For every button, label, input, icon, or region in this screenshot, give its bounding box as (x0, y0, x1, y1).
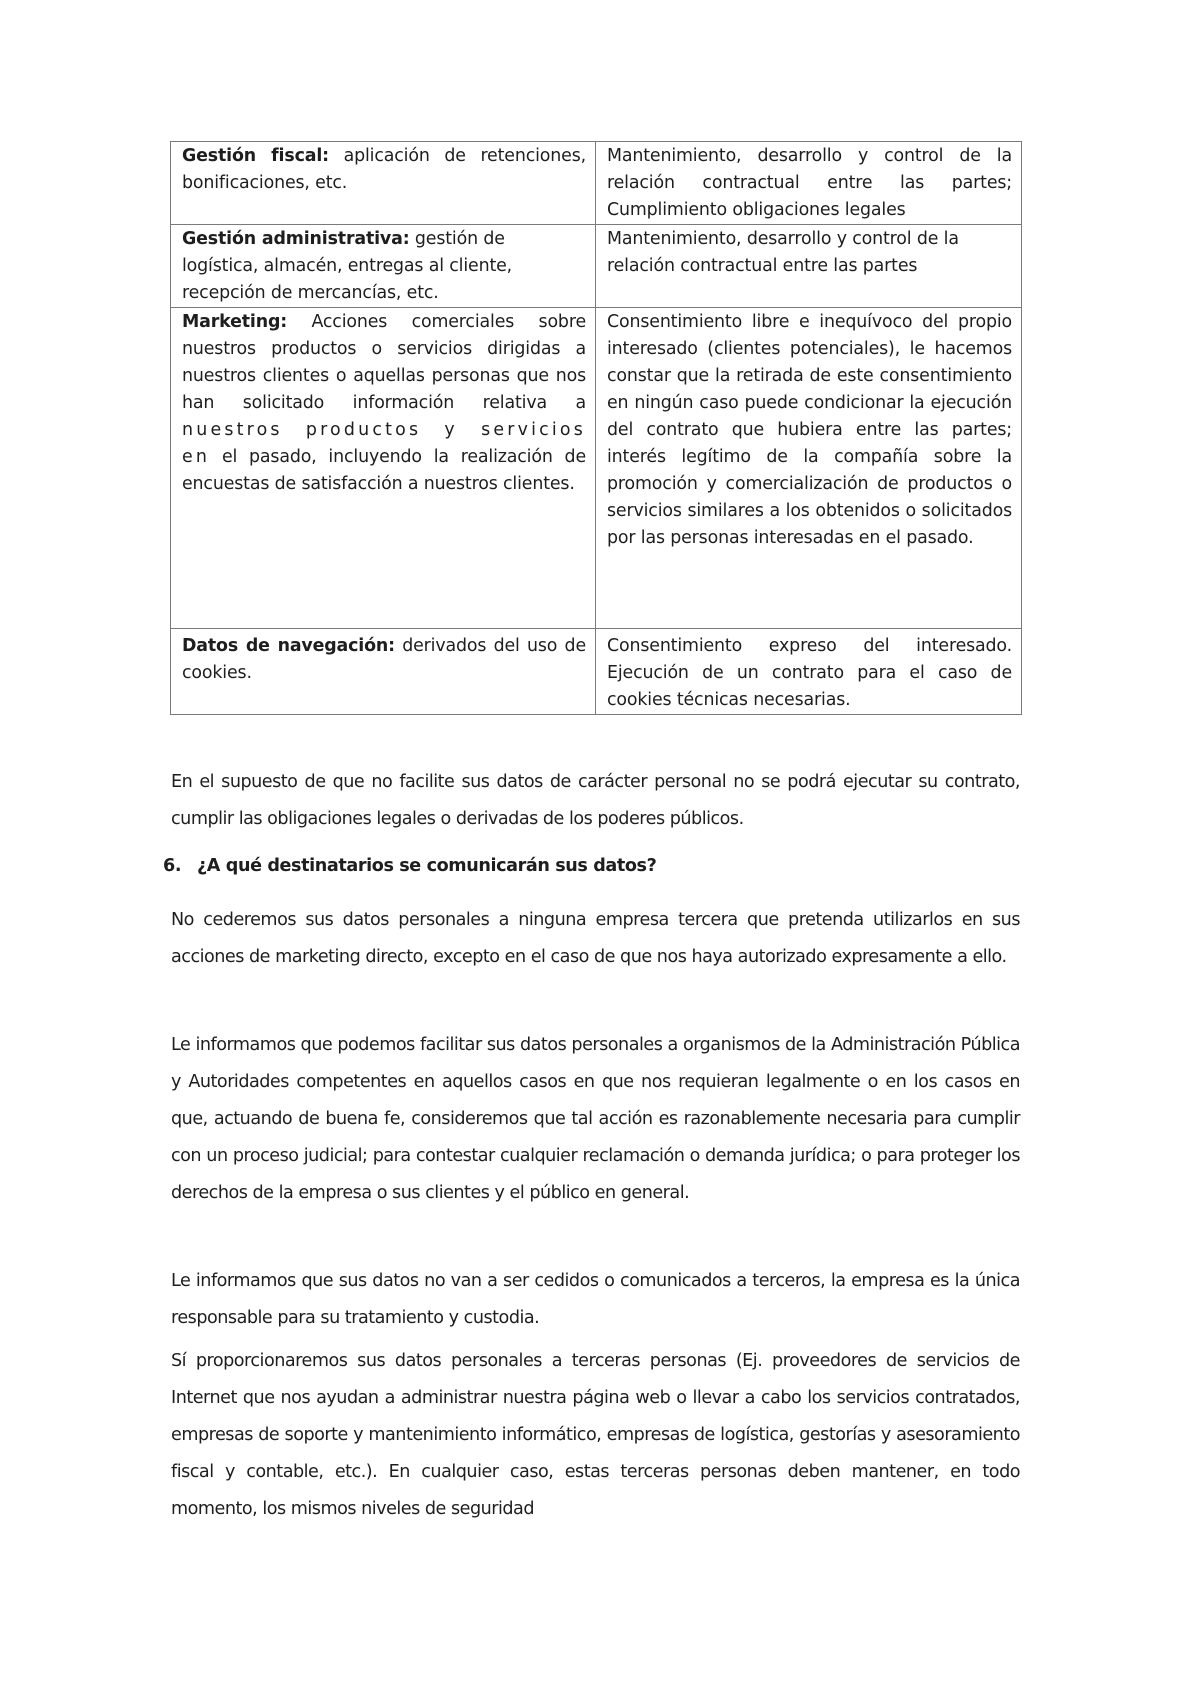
legal-basis-text: Mantenimiento, desarrollo y control de la relación contractual entre las partes (607, 229, 959, 276)
legal-basis-text: Consentimiento libre e inequívoco del propio interesado (clientes potenciales), le hacemos constar que la retirada de este consentimiento en ningún caso puede condicionar la ejecución del contrato que hubiera entre las partes; interés legítimo de la compañía sobre la promoción y comercialización de productos o servicios similares a los obtenidos o solicitados por las personas interesadas en el pasado. (607, 312, 1012, 548)
paragraph-public-authorities: Le informamos que podemos facilitar sus datos personales a organismos de la Administración Pública y Autoridades competentes en aquellos casos en que nos requieran legalmente o en los casos en que, actuando de buena fe, consideremos que tal acción es razonablemente necesaria para cumplir con un proceso judicial; para contestar cualquier reclamación o demanda jurídica; o para proteger los derechos de la empresa o sus clientes y el público en general. (171, 1035, 1020, 1203)
legal-basis-text: Consentimiento expreso del interesado. Ejecución de un contrato para el caso de cookies técnicas necesarias. (607, 636, 1012, 710)
purpose-term: Datos de navegación: (182, 636, 395, 656)
purpose-description: gestión de logística, almacén, entregas al cliente, recepción de mercancías, etc. (182, 229, 513, 303)
table-row (171, 308, 1022, 629)
paragraph-no-transfer: No cederemos sus datos personales a ninguna empresa tercera que pretenda utilizarlos en sus acciones de marketing directo, excepto en el caso de que nos haya autorizado expresamente a ello. (171, 910, 1020, 967)
legal-basis-cell (596, 308, 1022, 629)
purpose-term: Gestión administrativa: (182, 229, 410, 249)
purpose-description: derivados del uso de cookies. (182, 636, 586, 683)
purpose-description-spaced: nuestros productos y servicios en (182, 420, 586, 467)
legal-basis-cell (596, 142, 1022, 225)
purpose-description: Acciones comerciales sobre nuestros productos o servicios dirigidas a nuestros clientes o aquellas personas que nos han solicitado información relativa a (182, 312, 586, 413)
legal-basis-text: Mantenimiento, desarrollo y control de la relación contractual entre las partes; Cumplimiento obligaciones legales (607, 146, 1012, 220)
paragraph-no-data-consequence: En el supuesto de que no facilite sus datos de carácter personal no se podrá ejecutar su contrato, cumplir las obligaciones legales o derivadas de los poderes públicos. (171, 772, 1020, 829)
purpose-cell (171, 225, 596, 308)
legal-basis-cell (596, 629, 1022, 715)
purpose-cell (171, 629, 596, 715)
paragraph-third-party-providers: Sí proporcionaremos sus datos personales a terceras personas (Ej. proveedores de servicios de Internet que nos ayudan a administrar nuestra página web o llevar a cabo los servicios contratados, empresas de soporte y mantenimiento informático, empresas de logística, gestorías y asesoramiento fiscal y contable, etc.). En cualquier caso, estas terceras personas deben mantener, en todo momento, los mismos niveles de seguridad (171, 1351, 1020, 1519)
purpose-description: aplicación de retenciones, bonificaciones, etc. (182, 146, 586, 193)
section-title: ¿A qué destinatarios se comunicarán sus datos? (197, 856, 657, 876)
section-number: 6. (163, 856, 182, 876)
purpose-cell (171, 142, 596, 225)
section-heading (163, 850, 656, 882)
purpose-cell (171, 308, 596, 629)
legal-basis-cell (596, 225, 1022, 308)
table-row (171, 142, 1022, 225)
table-row (171, 225, 1022, 308)
purpose-term: Marketing: (182, 312, 288, 332)
table-row (171, 629, 1022, 715)
paragraph-sole-responsible: Le informamos que sus datos no van a ser cedidos o comunicados a terceros, la empresa es la única responsable para su tratamiento y custodia. (171, 1271, 1020, 1328)
purpose-legal-basis-table (170, 141, 1022, 715)
purpose-term: Gestión fiscal: (182, 146, 329, 166)
purpose-description-end: el pasado, incluyendo la realización de encuestas de satisfacción a nuestros clientes. (182, 447, 586, 494)
